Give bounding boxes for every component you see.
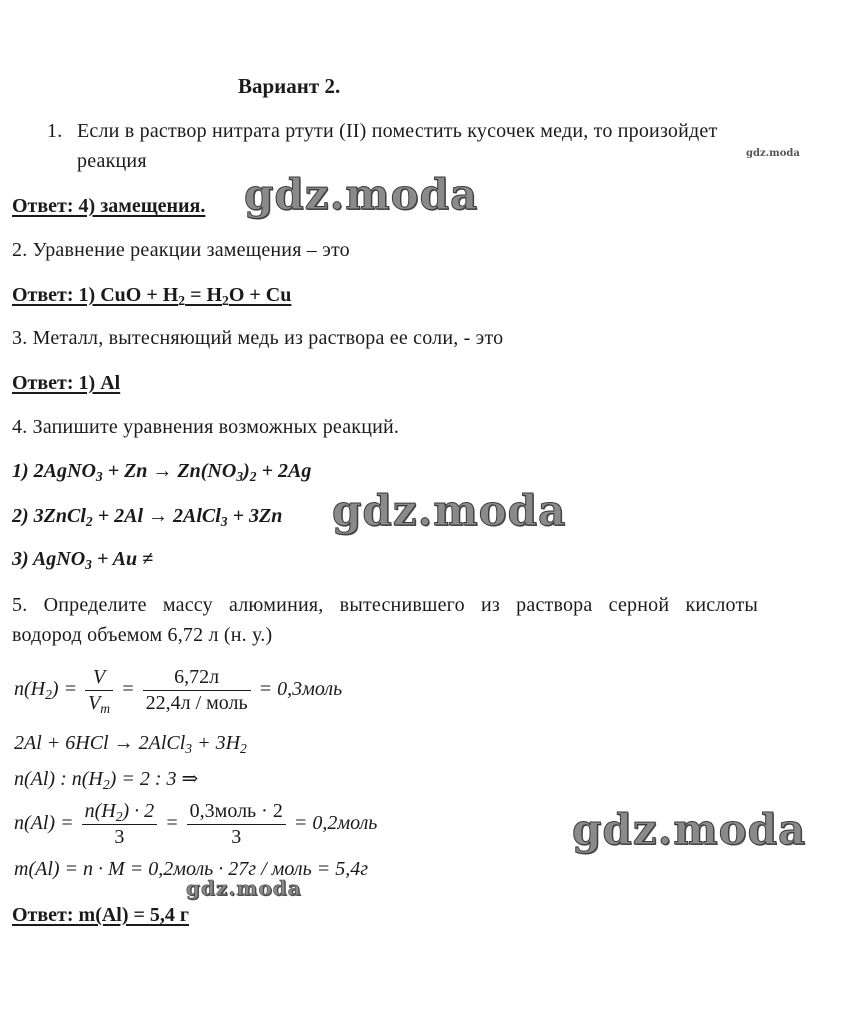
q5-formula-1: $n(H_2)$ = $\frac{V}{V_m}$ = $\frac{6,72л}{\text{22,4л / моль}}$ = 0,3моль [14,666,343,717]
q5-text-line1: 5. Определите массу алюминия, вытеснившего из раствора серной кислоты [12,594,759,616]
watermark-logo: gdz.moda [572,805,807,854]
q5-formula-4: n(Al) = $\frac{n(H_2) \cdot 2}{3}$ = $\frac{\text{0,3моль · 2}}{3}$ = 0,2моль [14,800,378,848]
q4-reaction-2: 2) 3ZnCl$_2$ + 2Al → 2AlCl$_3$ + 3Zn [12,505,283,530]
q1-answer: Ответ: 4) замещения. [12,195,206,217]
q3-text: 3. Металл, вытесняющий медь из раствора ее соли, - это [12,327,504,349]
q1-text-line1: Если в раствор нитрата ртути (II) поместить кусочек меди, то произойдет [77,120,718,142]
q5-answer: Ответ: m(Al) = 5,4 г [12,904,190,926]
q5-formula-3: n(Al) : $n(H_2) = 2$ : 3 ⇒ [14,768,199,793]
q5-formula-5: m(Al) = n · M = 0,2моль · 27г / моль = 5,4г [14,858,369,880]
q4-reaction-3: 3) AgNO$_3$ + Au ≠ [12,548,154,573]
q2-text: 2. Уравнение реакции замещения – это [12,239,350,261]
q1-text-line2: реакция [77,150,147,172]
small-watermark: gdz.moda [746,148,800,159]
page-title: Вариант 2. [238,74,341,98]
q4-reaction-1: 1) 2AgNO$_3$ + $Zn \to Zn(NO_3)_2 + 2Ag$ [12,460,312,485]
q2-answer: Ответ: 1) CuO + $H_2 = H_2O + Cu$ [12,284,292,309]
q3-answer: Ответ: 1) Al [12,372,121,394]
watermark-logo: gdz.moda [244,170,479,219]
q5-text-line2: водород объемом 6,72 л (н. у.) [12,624,273,646]
watermark-logo-small: gdz.moda [186,876,302,900]
q5-formula-2: 2Al + 6HCl → 2AlCl$_3$ + $3H_2$ [14,732,247,757]
q4-text: 4. Запишите уравнения возможных реакций. [12,416,400,438]
watermark-logo: gdz.moda [332,486,567,535]
q1-number: 1. [47,120,63,142]
